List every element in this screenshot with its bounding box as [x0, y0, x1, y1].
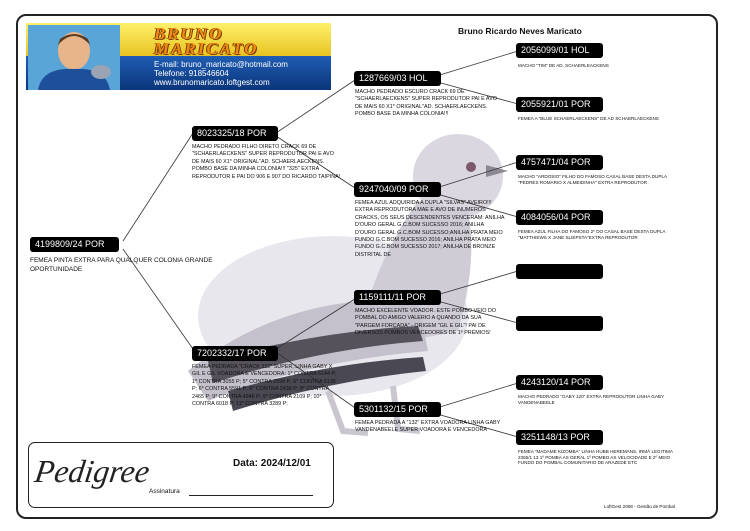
dss-ring	[516, 264, 603, 279]
sire-dam-description: FEMEA AZUL ADQUIRIDA A DUPLA "SILVAS" AVEIRO!!! EXTRA REPRODUTORA MAE E AVO DE INUMEROS CRACKS, OS SEUS DESCENDENTES VENCERAM: ANILHA D'OURO GERAL G.C.BOM SUCESSO 2016; ANILHA D'OURO GERAL G.C.BOM SUCESSO;ANILHA PRATA MEIO FUNDO G.C.BOM SUCESSO 2016; ANILHA PRATA MEIO FUNDO G.C.BOM SUCESSO 2017; ANILHA DE BRONZE DISTRITAL DE	[355, 200, 505, 258]
pedigree-sheet	[16, 14, 718, 519]
sds-ring: 4757471/04 POR	[516, 155, 603, 170]
owner-name: Bruno Ricardo Neves Maricato	[458, 26, 582, 36]
dam-description: FEMEA PEDRADA "CRACK 332" SUPER, LINHA GABY X GIL E GIL VOADORA E VENCEDORA: 1* CONTRA 6144 P; 1* CONTRA 3055 P; 5* CONTRA 2599 P; 6* CONTRA 5135 P; 6* CONTRA 5591 P; 6* CONTRA 2439 P; 8* CONTRA 2465 P; 9* CONTRA 4946 P; 9* CONTRA 2109 P; 10* CONTRA 6018 P; 11* CONTRA 3289 P;	[192, 364, 337, 408]
banner-phone: Telefone: 918546604	[154, 69, 229, 78]
sire-description: MACHO PEDRADO FILHO DIRETO CRACK 69 DE "SCHAERLAECKENS" SUPER REPRODUTOR PAI E AVO DE MAIS 60 X1* ORIGINAL"AD. SCHAERLAECKENS. POMBO BASE DA MINHA COLONIA!!! "325" EXTRA REPRODUTOR E PAI DO 906 E 907 DO RICARDO TAIPINA!	[192, 144, 341, 180]
sdd-ring: 4084056/04 POR	[516, 210, 603, 225]
dam-sire-ring: 1159111/11 POR	[354, 290, 441, 305]
ddd-description: FEMEA "MADAME KIZOMBA" LINHA HUBB HEREMANS, IRMÃ LEGITIMA 2365/1 13 1º POMBA AS GERAL 1º POMBO AS VELOCIDADE E 2º MEIO FUNDO DO POMBAL COMUNITARIO DE ARAZEDE ETC	[518, 449, 673, 466]
dam-sire-description: MACHO EXCELENTE VOADOR. ESTE POMBO VEIO DO POMBAL DO AMIGO VALERIO A QUANDO DA SUA "PARGEM FORÇADA" - ORIGEM "GIL E GIL"! PAI DE DIVERSOS POMBOS VENCEDORES DE 1º PRÉMIOS!	[355, 308, 497, 337]
dam-ring: 7202332/17 POR	[192, 346, 278, 361]
subject-description: FEMEA PINTA EXTRA PARA QUALQUER COLONIA GRANDE OPORTUNIDADE	[30, 257, 213, 273]
brand-first-name: BRUNO	[154, 24, 224, 43]
subject-ring: 4199809/24 POR	[30, 237, 119, 252]
sire-ring: 8023325/18 POR	[192, 126, 278, 141]
ddd-ring: 3251148/13 POR	[516, 430, 603, 445]
sss-ring: 2056099/01 HOL	[516, 43, 603, 58]
sire-dam-ring: 9247040/09 POR	[354, 182, 441, 197]
dds-description: MACHO PEDRADO "GABY 120" EXTRA REPRODUTOR LINHA GABY VANDENABEELE	[518, 394, 664, 405]
sire-sire-ring: 1287669/03 HOL	[354, 71, 441, 86]
pedigree-title: Pedigree	[32, 453, 152, 489]
banner-email: E-mail: bruno_maricato@hotmail.com	[154, 60, 288, 69]
signature-label: Assinatura	[149, 488, 180, 495]
banner-website: www.brunomaricato.loftgest.com	[154, 78, 270, 87]
ssd-ring: 2055921/01 POR	[516, 97, 603, 112]
dds-ring: 4243120/14 POR	[516, 375, 603, 390]
dam-dam-description: FEMEA PEDRADA A "132" EXTRA VOADORA LINHA GABY VANDENABEELE SUPER VOADORA E VENCEDORA	[355, 420, 501, 434]
sire-sire-description: MACHO PEDRADO ESCURO CRACK 69 DE "SCHAERLAECKENS" SUPER REPRODUTOR PAI E AVO DE MAIS 60 X1* ORIGINAL"AD. SCHAERLAECKENS. POMBO BASE DA MINHA COLONIA!!!	[355, 89, 497, 118]
sdd-description: FEMEA AZUL FILHA DO FAMOSO 2* DO CASAL BASE DESTA DUPLA "MATTHIEWS X JANE SLIEPSTA"EXTRA REPRODUTOR	[518, 229, 666, 240]
signature-line[interactable]	[189, 495, 313, 496]
brand-last-name: MARICATO	[154, 39, 259, 58]
sds-description: MACHO "ARDOSIO" FILHO DO FAMOSO CASAL BASE DESTA DUPLA "PEDRES ROMARIO X ALMEIDINHA" EXTRA REPRODUTOR	[518, 174, 667, 185]
dam-dam-ring: 5301132/15 POR	[354, 402, 441, 417]
dsd-ring	[516, 316, 603, 331]
pedigree-signature-box	[28, 442, 334, 508]
sss-description: MACHO "TIM" DE AD. SCHAERLEACKENS	[518, 63, 609, 68]
issue-date: Data: 2024/12/01	[233, 458, 311, 469]
software-credit: LoftGest 2008 - Gestão de Pombal	[604, 504, 675, 509]
ssd-description: FEMEA A "BLUE SCHAERLAECKENS" DE AD SCHAERLAECKENS	[518, 116, 659, 121]
